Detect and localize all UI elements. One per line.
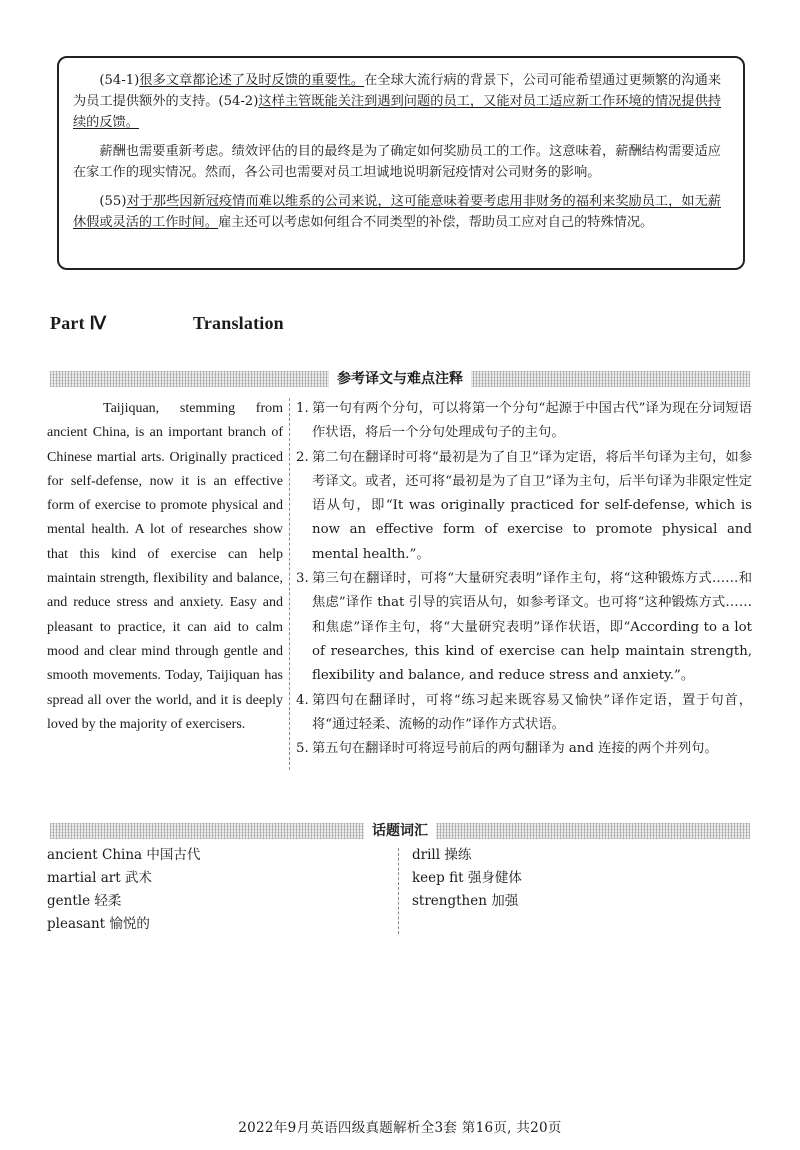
marker-55: (55): [99, 194, 127, 209]
marker-54-1: (54-1): [99, 73, 140, 88]
note-item: [296, 446, 752, 567]
note-text: 第四句在翻译时，可将“练习起来既容易又愉快”译作定语，置于句首，将“通过轻柔、流畅的动作”译作方式状语。: [312, 692, 752, 732]
underlined-sentence-55: 对于那些因新冠疫情而难以维系的公司来说，这可能意味着要考虑用非财务的福利来奖励员工，如无薪休假或灵活的工作时间。: [73, 194, 721, 230]
reference-translation-box: [57, 56, 745, 270]
vocab-item: strengthen 加强: [412, 893, 519, 909]
note-text: 第二句在翻译时可将“最初是为了自卫”译为定语，将后半句译为主句，如参考译文。或者，还可将“最初是为了自卫”译为主句，后半句译为非限定性定语从句，即“It was originally practiced for self-defense, which is now an effective form of exercise to promote physical and mental health.”。: [312, 449, 752, 562]
underlined-sentence-54-1: 很多文章都论述了及时反馈的重要性。: [139, 73, 365, 88]
column-divider: [289, 398, 290, 770]
paragraph-54: [73, 70, 721, 133]
vocab-item: gentle 轻柔: [47, 893, 122, 909]
note-number: 1.: [296, 401, 309, 416]
translation-text: Taijiquan, stemming from ancient China, is an important branch of Chinese martial arts. Originally practiced for self-defense, now it is an effective form of exercise to promote physical and mental health. A lot of researches show that this kind of exercise can help maintain strength, flexibility and balance, and reduce stress and anxiety. Easy and pleasant to practice, it can aid to calm mood and clear mind through gentle and smooth movements. Today, Taijiquan has spread all over the world, and it is deeply loved by the majority of exercisers.: [47, 401, 283, 732]
note-number: 2.: [296, 449, 309, 465]
marker-54-2: (54-2): [218, 94, 259, 109]
vocabulary-list-right: [412, 844, 522, 913]
part-heading: [50, 313, 284, 334]
vocab-item: keep fit 强身健体: [412, 870, 522, 886]
note-text: 第五句在翻译时可将逗号前后的两句翻译为 and 连接的两个并列句。: [312, 741, 718, 757]
vocab-item: ancient China 中国古代: [47, 847, 201, 863]
note-item: [296, 567, 752, 688]
plain-text: 雇主还可以考虑如何组合不同类型的补偿，帮助员工应对自己的特殊情况。: [218, 215, 654, 230]
note-text: 第一句有两个分句，可以将第一个分句“起源于中国古代”译为现在分词短语作状语，将后一个分句处理成句子的主句。: [312, 401, 752, 441]
page-footer: 2022年9月英语四级真题解析全3套 第16页, 共20页: [238, 1120, 562, 1136]
note-number: 4.: [296, 692, 309, 708]
section-banner-vocabulary: [50, 823, 750, 839]
vocabulary-divider: [398, 848, 399, 934]
vocab-item: martial art 武术: [47, 870, 152, 886]
part-title: Translation: [193, 313, 284, 333]
vocab-item: drill 操练: [412, 847, 472, 863]
note-number: 3.: [296, 571, 309, 587]
paragraph-compensation: 薪酬也需要重新考虑。绩效评估的目的最终是为了确定如何奖励员工的工作。这意味着，薪酬结构需要适应在家工作的现实情况。然而，各公司也需要对员工坦诚地说明新冠疫情对公司财务的影响。: [73, 144, 721, 180]
section-banner-reference: [50, 371, 750, 387]
note-text: 第三句在翻译时，可将“大量研究表明”译作主句，将“这种锻炼方式……和焦虑”译作 that 引导的宾语从句，如参考译文。也可将“这种锻炼方式……和焦虑”译作主句，将“大量研究表明”译作状语，即“According to a lot of researches, this kind of exercise can help maintain strength, flexibility and balance, and reduce stress and anxiety.”。: [312, 571, 752, 684]
vocab-item: pleasant 愉悦的: [47, 916, 150, 932]
underlined-sentence-54-2: 这样主管既能关注到遇到问题的员工，又能对员工适应新工作环境的情况提供持续的反馈。: [73, 94, 722, 130]
section-title-reference: 参考译文与难点注释: [329, 368, 471, 390]
note-item: [296, 397, 752, 446]
note-number: 5.: [296, 741, 309, 757]
vocabulary-list-left: [47, 844, 200, 936]
note-item: [296, 737, 752, 761]
note-item: [296, 689, 752, 738]
part-label: Part Ⅳ: [50, 313, 107, 333]
plain-text: 在全球大流行病的背景下，公司可能希望通过更频繁的沟通来为员工提供额外的支持。: [73, 73, 722, 109]
section-title-vocabulary: 话题词汇: [364, 820, 436, 842]
paragraph-55: [73, 191, 721, 233]
notes-list: [296, 397, 752, 761]
